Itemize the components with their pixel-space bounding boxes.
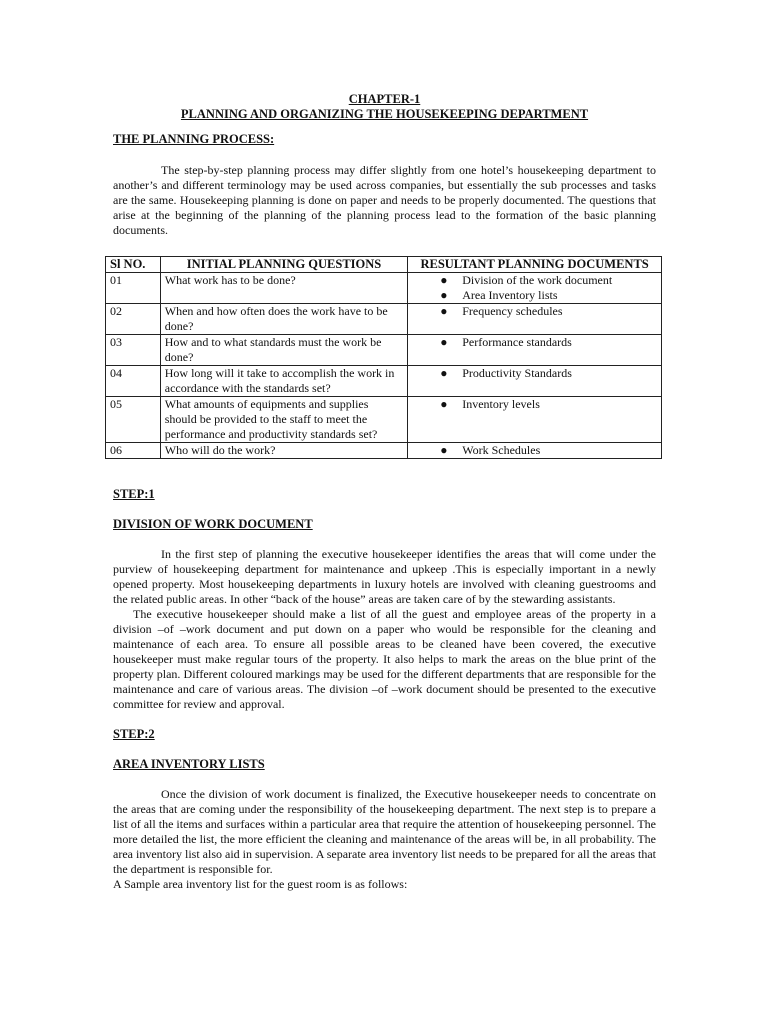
- step1-paragraph-1: In the first step of planning the executive housekeeper identifies the areas that will come under the purview of housekeeping department for maintenance and upkeep .This is especially important in a newly opened property. Most housekeeping departments in luxury hotels are involved with cleaning guestrooms and the related public areas. In other “back of the house” areas are taken care of by the stewarding assistants.: [113, 547, 656, 606]
- step2-label: STEP:2: [113, 727, 155, 741]
- list-item: [422, 397, 657, 412]
- document-name: Inventory levels: [462, 397, 540, 411]
- documents-list: [412, 366, 657, 381]
- bullet-icon: ●: [440, 443, 448, 457]
- document-name: Work Schedules: [462, 443, 541, 457]
- bullet-icon: ●: [440, 335, 448, 349]
- bullet-icon: ●: [440, 366, 448, 380]
- step2-paragraph-1: Once the division of work document is finalized, the Executive housekeeper needs to concentrate on the areas that are coming under the responsibility of the housekeeping department. The next step is to prepare a list of all the items and surfaces within a particular area that require the attention of housekeeping personnel. The more detailed the list, the more efficient the cleaning and maintenance of the areas will be, in all probability. The area inventory list also aid in supervision. A separate area inventory list needs to be prepared for all the areas that the department is responsible for.: [113, 787, 656, 876]
- planning-documents: [408, 443, 662, 459]
- planning-documents: [408, 335, 662, 366]
- planning-question: How long will it take to accomplish the work in accordance with the standards set?: [160, 366, 407, 397]
- document-name: Division of the work document: [462, 273, 613, 287]
- documents-list: [412, 273, 657, 303]
- table-header-row: [106, 257, 662, 273]
- table-row: [106, 304, 662, 335]
- planning-documents: [408, 304, 662, 335]
- documents-list: [412, 304, 657, 319]
- row-number: 04: [106, 366, 161, 397]
- planning-question: Who will do the work?: [160, 443, 407, 459]
- list-item: [422, 443, 657, 458]
- list-item: [422, 288, 657, 303]
- documents-list: [412, 397, 657, 412]
- step2-heading: AREA INVENTORY LISTS: [113, 757, 265, 771]
- planning-process-heading: THE PLANNING PROCESS:: [113, 132, 275, 146]
- bullet-icon: ●: [440, 304, 448, 318]
- planning-question: What amounts of equipments and supplies should be provided to the staff to meet the performance and productivity standards set?: [160, 397, 407, 443]
- step1-heading: DIVISION OF WORK DOCUMENT: [113, 517, 313, 531]
- document-name: Productivity Standards: [462, 366, 572, 380]
- bullet-icon: ●: [440, 397, 448, 411]
- list-item: [422, 304, 657, 319]
- step1-paragraph-2: The executive housekeeper should make a list of all the guest and employee areas of the property in a division –of –work document and put down on a paper who would be responsible for the cleaning and maintenance of each area. To ensure all possible areas to be cleaned have been covered, the executive housekeeper must make regular tours of the property. It also helps to mark the areas on the blue print of the property plan. Different coloured markings may be used for the different departments that are responsible for the maintenance and care of various areas. The division –of –work document should be presented to the executive committee for review and approval.: [113, 607, 656, 711]
- column-header-sl-no: Sl NO.: [106, 257, 161, 273]
- table-row: [106, 273, 662, 304]
- steps-body: [113, 487, 656, 892]
- chapter-title: PLANNING AND ORGANIZING THE HOUSEKEEPING DEPARTMENT: [180, 107, 589, 121]
- row-number: 06: [106, 443, 161, 459]
- document-body: [113, 92, 656, 238]
- list-item: [422, 366, 657, 381]
- documents-list: [412, 335, 657, 350]
- bullet-icon: ●: [440, 288, 448, 302]
- row-number: 01: [106, 273, 161, 304]
- table-row: [106, 335, 662, 366]
- step1-label: STEP:1: [113, 487, 155, 501]
- table-row: [106, 397, 662, 443]
- planning-process-paragraph: The step-by-step planning process may differ slightly from one hotel’s housekeeping department to another’s and different terminology may be used across companies, but essentially the sub processes and tasks are the same. Housekeeping planning is done on paper and needs to be properly documented. The questions that arise at the beginning of the planning of the planning process lead to the formation of the basic planning documents.: [113, 163, 656, 237]
- documents-list: [412, 443, 657, 458]
- bullet-icon: ●: [440, 273, 448, 287]
- table-row: [106, 443, 662, 459]
- planning-question: What work has to be done?: [160, 273, 407, 304]
- table-row: [106, 366, 662, 397]
- table-body: [106, 273, 662, 459]
- planning-table: [105, 256, 662, 459]
- document-name: Area Inventory lists: [462, 288, 558, 302]
- planning-documents: [408, 366, 662, 397]
- planning-documents: [408, 273, 662, 304]
- list-item: [422, 273, 657, 288]
- document-name: Performance standards: [462, 335, 572, 349]
- document-name: Frequency schedules: [462, 304, 563, 318]
- planning-question: How and to what standards must the work be done?: [160, 335, 407, 366]
- row-number: 05: [106, 397, 161, 443]
- column-header-questions: INITIAL PLANNING QUESTIONS: [160, 257, 407, 273]
- planning-documents: [408, 397, 662, 443]
- chapter-number: CHAPTER-1: [348, 92, 421, 106]
- planning-question: When and how often does the work have to be done?: [160, 304, 407, 335]
- row-number: 03: [106, 335, 161, 366]
- list-item: [422, 335, 657, 350]
- row-number: 02: [106, 304, 161, 335]
- step2-paragraph-2: A Sample area inventory list for the guest room is as follows:: [113, 877, 408, 891]
- column-header-documents: RESULTANT PLANNING DOCUMENTS: [408, 257, 662, 273]
